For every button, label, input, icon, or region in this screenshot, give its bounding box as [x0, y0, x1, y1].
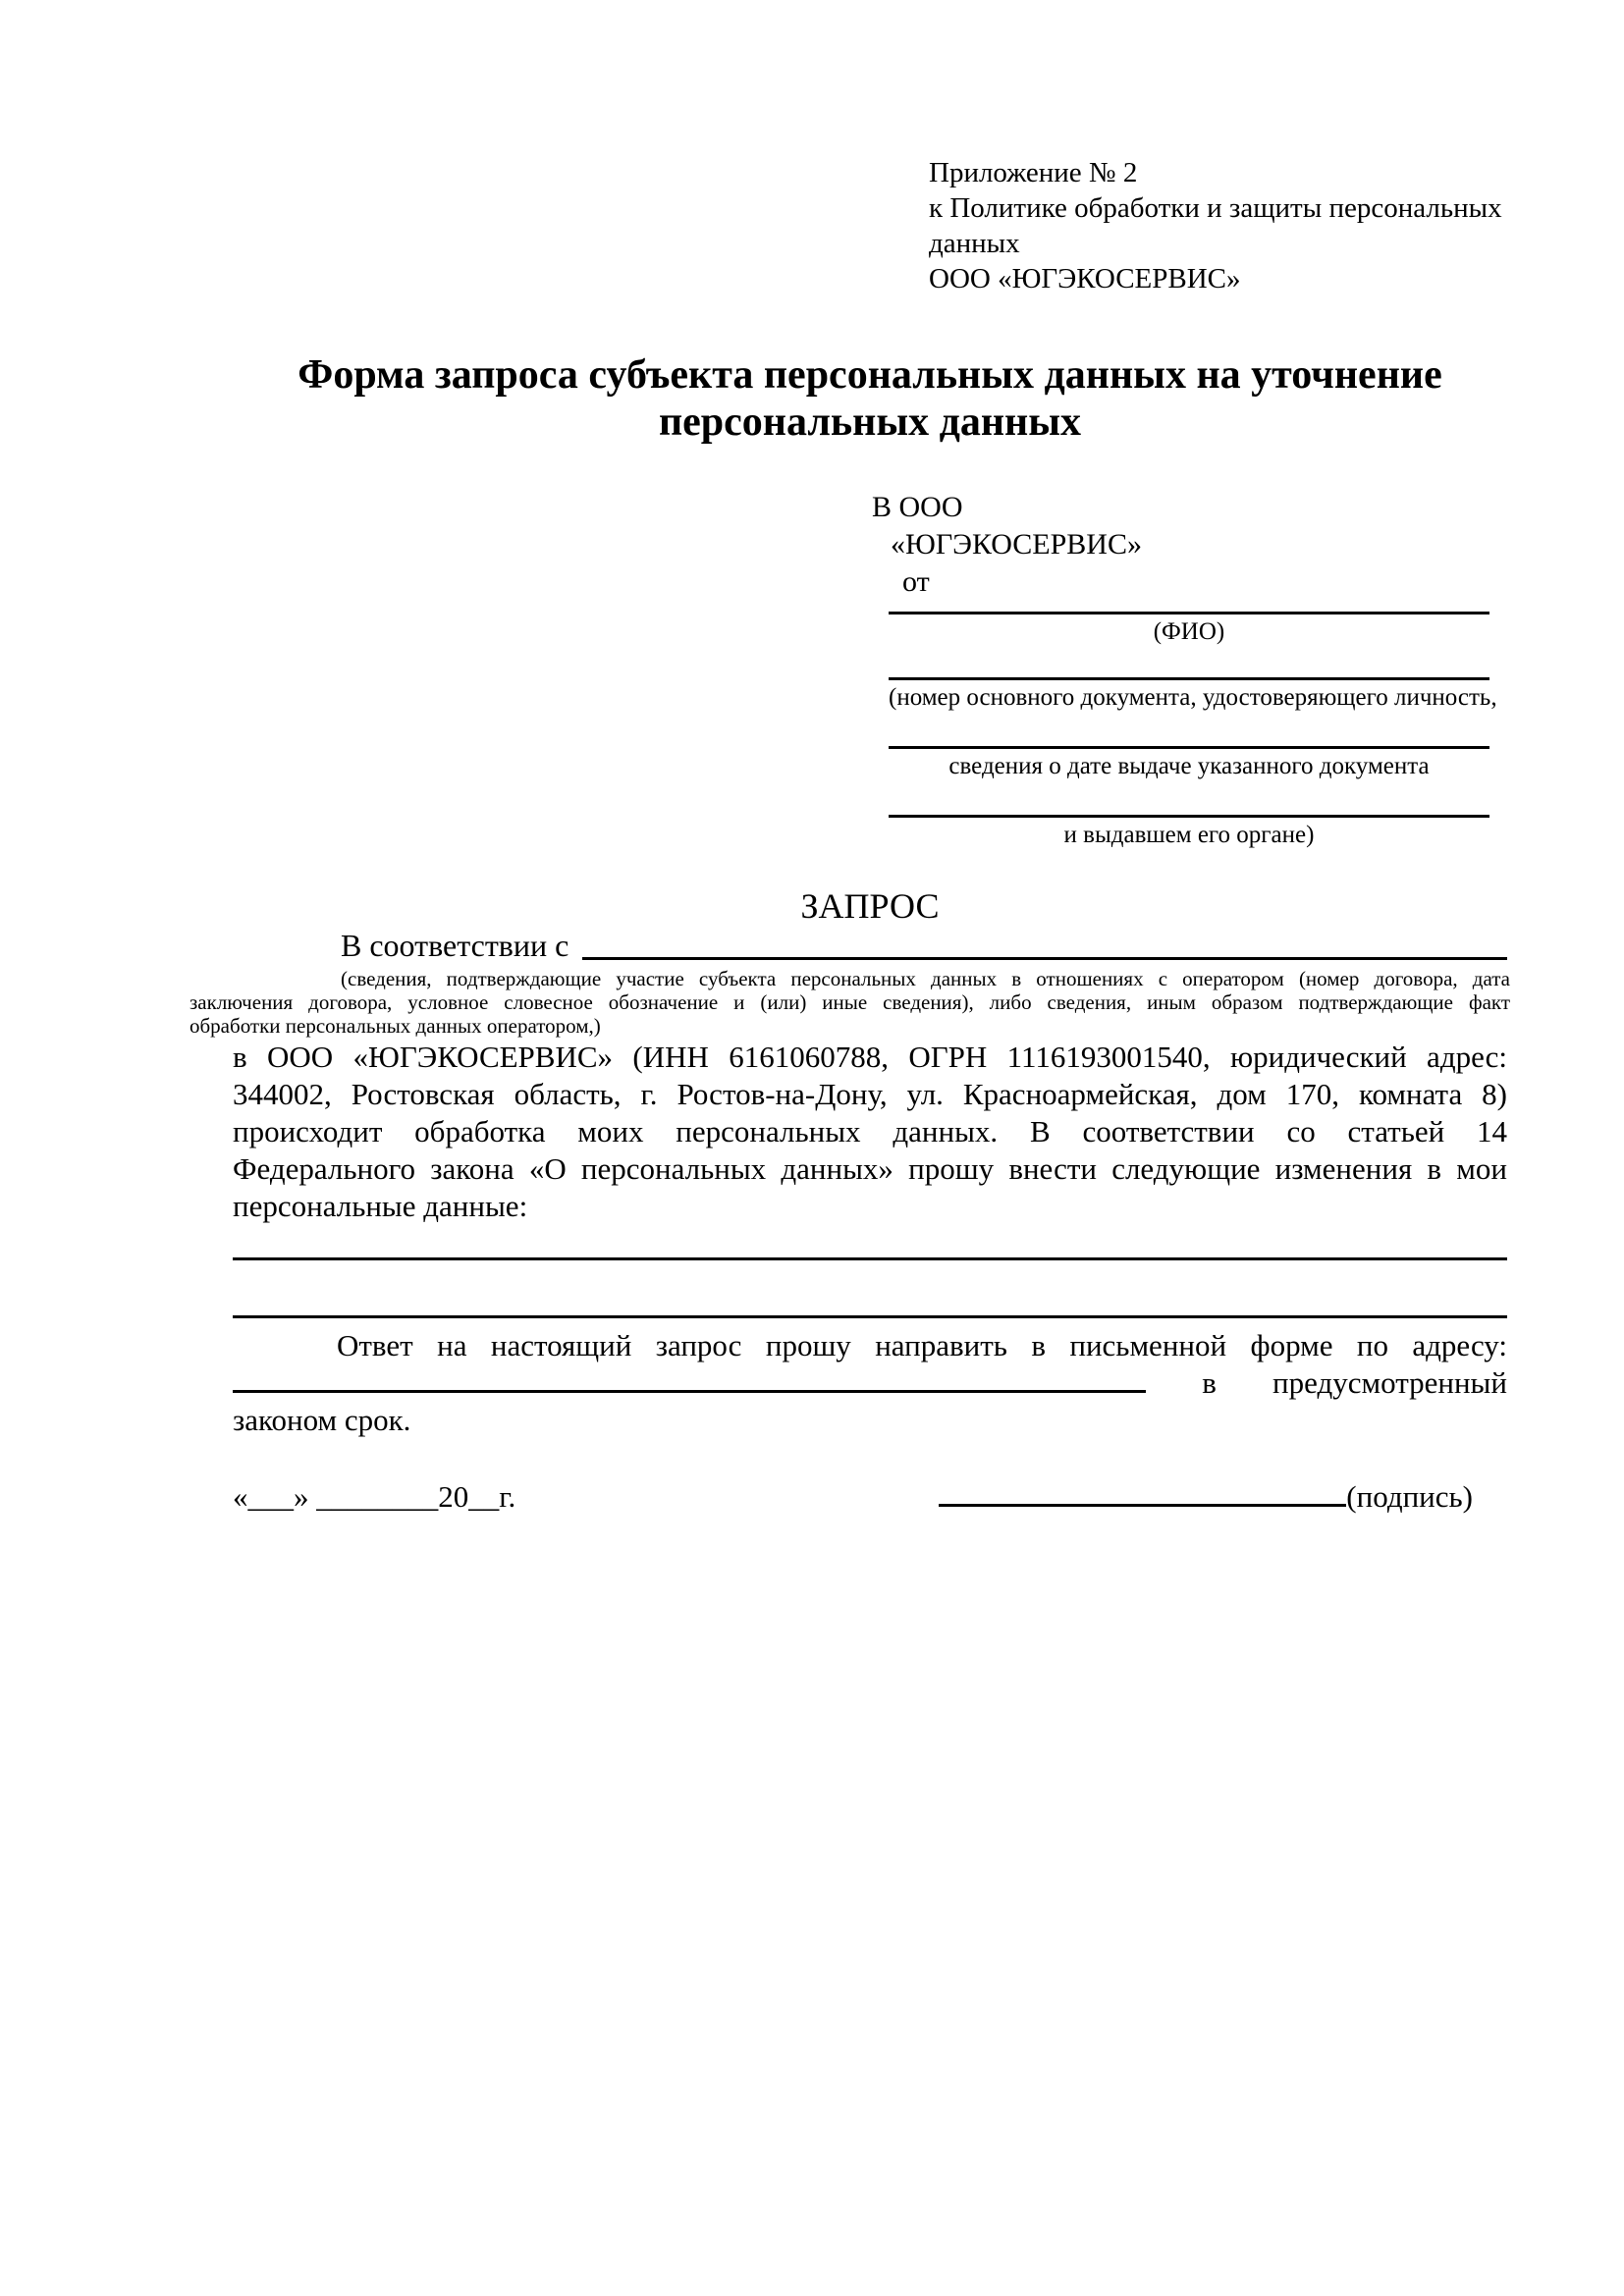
issuing-authority-caption: и выдавшем его органе) — [1063, 822, 1315, 848]
fio-caption: (ФИО) — [1153, 618, 1225, 645]
appendix-note-line: ООО «ЮГЭКОСЕРВИС» — [929, 263, 1241, 294]
body-paragraph — [233, 1039, 1507, 1225]
footnote-line: заключения договора, условное словесное обозначение и (или) иные сведения), либо сведения, иным образом подтверждающие факт — [189, 990, 1510, 1014]
document-title-line: Форма запроса субъекта персональных данных на уточнение — [298, 352, 1442, 398]
document-number-caption: (номер основного документа, удостоверяющего личность, — [889, 684, 1497, 711]
signature-caption: (подпись) — [1346, 1479, 1473, 1514]
reply-address-row — [233, 1364, 1507, 1400]
signature-blank-line — [939, 1474, 1346, 1507]
body-line: Федерального закона «О персональных данных» прошу внести следующие изменения в мои — [233, 1151, 1507, 1186]
issue-date-blank-line — [889, 746, 1489, 749]
signature-row — [233, 1474, 1507, 1516]
reply-term-line: законом срок. — [233, 1403, 411, 1437]
address-blank-line — [233, 1364, 1146, 1393]
body-line: в ООО «ЮГЭКОСЕРВИС» (ИНН 6161060788, ОГРН 1116193001540, юридический адрес: — [233, 1040, 1507, 1074]
accordance-label: В соответствии с — [341, 928, 569, 963]
issuing-authority-blank-line — [889, 815, 1489, 818]
changes-blank-line-2 — [233, 1315, 1507, 1318]
accordance-blank-line — [582, 927, 1507, 960]
appendix-note-line: Приложение № 2 — [929, 157, 1138, 188]
issue-date-caption: сведения о дате выдаче указанного документа — [948, 753, 1430, 779]
date-blank-text: «___» ________20__г. — [233, 1479, 516, 1514]
appendix-note-line: данных — [929, 228, 1020, 259]
document-title-line: персональных данных — [658, 400, 1082, 445]
appendix-note — [929, 155, 1502, 296]
reply-address-sentence: Ответ на настоящий запрос прошу направить в письменной форме по адресу: — [337, 1328, 1507, 1362]
recipient-from-label: от — [902, 565, 930, 598]
recipient-block — [872, 489, 1142, 601]
recipient-org-name: «ЮГЭКОСЕРВИС» — [891, 528, 1142, 561]
body-line: персональные данные: — [233, 1189, 528, 1223]
fio-blank-line — [889, 612, 1489, 614]
footnote-paragraph — [189, 967, 1510, 1038]
changes-blank-line-1 — [233, 1257, 1507, 1260]
body-line: происходит обработка моих персональных данных. В соответствии со статьей 14 — [233, 1114, 1507, 1148]
reply-word: предусмотренный — [1272, 1365, 1507, 1400]
recipient-org-prefix: В ООО — [872, 491, 963, 523]
footnote-line: обработки персональных данных оператором,) — [189, 1014, 601, 1038]
document-title — [233, 351, 1507, 446]
reply-word: в — [1202, 1365, 1217, 1400]
document-number-blank-line — [889, 677, 1489, 680]
footnote-line: (сведения, подтверждающие участие субъекта персональных данных в отношениях с оператором (номер договора, дата — [341, 967, 1510, 990]
appendix-note-line: к Политике обработки и защиты персональных — [929, 192, 1502, 224]
body-line: 344002, Ростовская область, г. Ростов-на-Дону, ул. Красноармейская, дом 170, комната 8) — [233, 1077, 1507, 1111]
signature-area — [939, 1474, 1473, 1516]
accordance-row — [233, 927, 1507, 964]
request-heading: ЗАПРОС — [800, 886, 940, 926]
